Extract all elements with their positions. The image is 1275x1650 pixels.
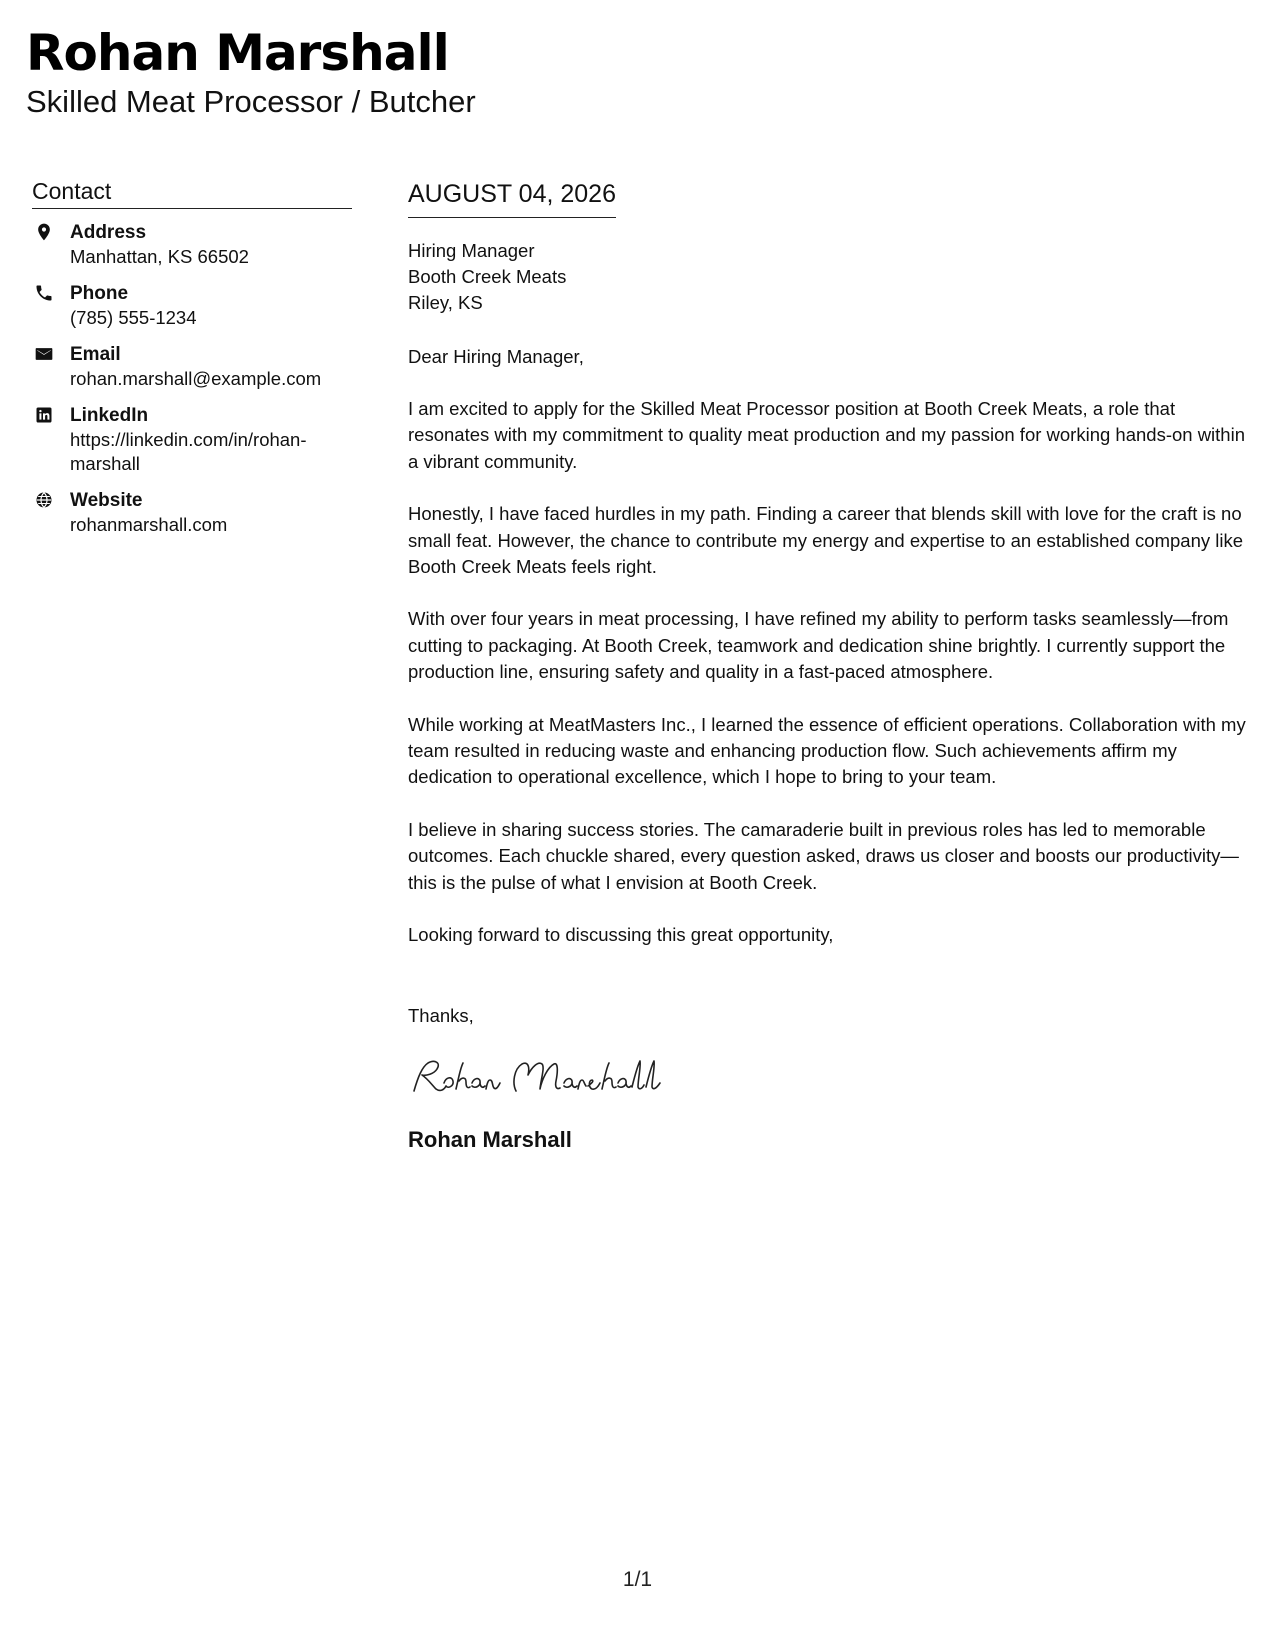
- letter-paragraph: I believe in sharing success stories. The camaraderie built in previous roles has led to memorable outcomes. Each chuckle shared, every question asked, draws us closer and boosts our productivity—this is the pulse of what I envision at Booth Creek.: [408, 818, 1239, 893]
- applicant-title: Skilled Meat Processor / Butcher: [26, 84, 476, 119]
- letter-paragraph: With over four years in meat processing, I have refined my ability to perform tasks seamlessly—from cutting to packaging. At Booth Creek, teamwork and dedication shine brightly. I currently support the production line, ensuring safety and quality in a fast-paced atmosphere.: [408, 608, 1229, 683]
- applicant-name: Rohan Marshall: [26, 24, 449, 82]
- letter-paragraph: I am excited to apply for the Skilled Meat Processor position at Booth Creek Meats, a role that resonates with my commitment to quality meat production and my passion for working hands-on within a vibrant community.: [408, 398, 1245, 472]
- contact-list: [32, 221, 352, 537]
- page-number: 1/1: [622, 1568, 653, 1591]
- recipient-line: Hiring Manager: [408, 240, 535, 261]
- contact-value-phone: (785) 555-1234: [70, 307, 197, 328]
- letter-header: [26, 22, 476, 120]
- contact-item-linkedin: [32, 404, 352, 476]
- contact-item-website: [32, 489, 352, 537]
- contact-label-address: Address: [70, 222, 147, 243]
- salutation: Dear Hiring Manager,: [408, 346, 584, 367]
- contact-sidebar: [32, 178, 352, 550]
- recipient-line: Riley, KS: [408, 292, 483, 313]
- signer-name: Rohan Marshall: [408, 1126, 572, 1152]
- phone-icon: [34, 283, 54, 303]
- contact-value-email[interactable]: rohan.marshall@example.com: [70, 368, 322, 389]
- contact-item-phone: [32, 282, 352, 330]
- map-pin-icon: [34, 222, 54, 242]
- contact-value-website[interactable]: rohanmarshall.com: [70, 514, 228, 535]
- closing: Thanks,: [408, 1004, 474, 1026]
- contact-heading: Contact: [32, 178, 352, 209]
- recipient-block: [408, 238, 1253, 316]
- recipient-line: Booth Creek Meats: [408, 266, 567, 287]
- letter-paragraph: While working at MeatMasters Inc., I learned the essence of efficient operations. Collaboration with my team resulted in reducing waste and enhancing production flow. Such achievements affirm my dedication to operational excellence, which I hope to bring to your team.: [408, 713, 1246, 788]
- letter-paragraph: Honestly, I have faced hurdles in my path. Finding a career that blends skill with love for the craft is no small feat. However, the chance to contribute my energy and expertise to an established company like Booth Creek Meats feels right.: [408, 503, 1244, 578]
- contact-item-address: [32, 221, 352, 269]
- envelope-icon: [34, 344, 54, 364]
- contact-value-linkedin[interactable]: https://linkedin.com/in/rohan-marshall: [70, 429, 307, 474]
- letter-body: [408, 176, 1253, 1154]
- contact-label-website: Website: [70, 490, 143, 511]
- linkedin-icon: [34, 405, 54, 425]
- contact-value-address: Manhattan, KS 66502: [70, 246, 249, 267]
- handwritten-signature: [408, 1053, 678, 1101]
- letter-date: AUGUST 04, 2026: [408, 176, 616, 218]
- contact-label-phone: Phone: [70, 283, 129, 304]
- letter-paragraph: Looking forward to discussing this great opportunity,: [408, 924, 834, 946]
- contact-label-linkedin: LinkedIn: [70, 405, 149, 426]
- contact-label-email: Email: [70, 344, 121, 365]
- globe-icon: [34, 490, 54, 510]
- contact-item-email: [32, 343, 352, 391]
